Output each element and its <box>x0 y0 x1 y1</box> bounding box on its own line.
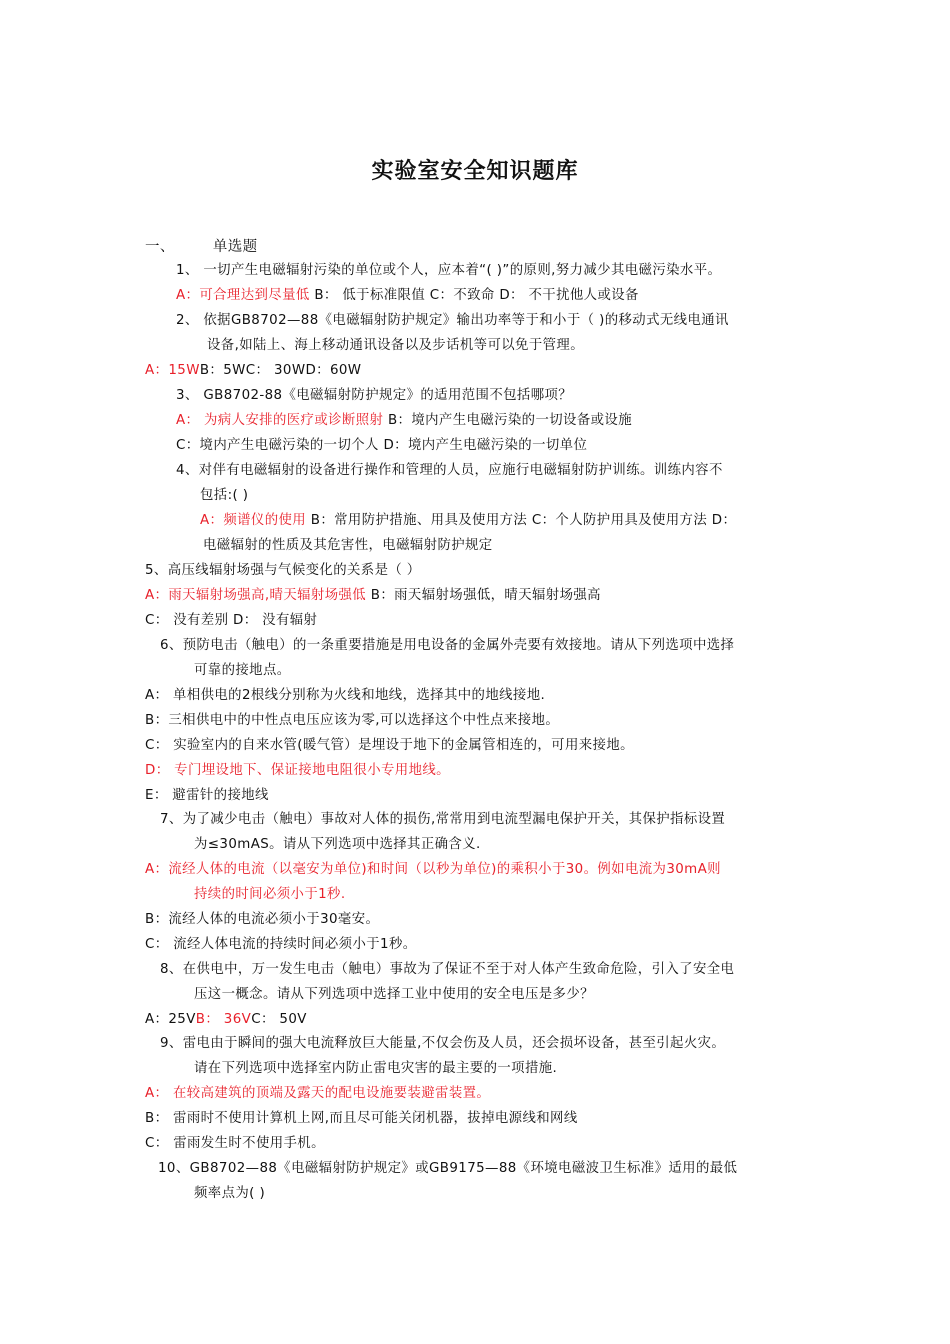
question-5-options-ab <box>145 587 601 605</box>
question-1-options <box>176 287 639 305</box>
question-7: 7、为了减少电击（触电）事故对人体的损伤,常常用到电流型漏电保护开关，其保护指标设置 <box>160 812 726 827</box>
question-9-cont: 请在下列选项中选择室内防止雷电灾害的最主要的一项措施. <box>194 1061 558 1076</box>
option-c: C： 50V <box>251 1012 307 1027</box>
question-8: 8、在供电中，万一发生电击（触电）事故为了保证不至于对人体产生致命危险，引入了安全电 <box>160 962 735 977</box>
question-6-option-a: A： 单相供电的2根线分别称为火线和地线，选择其中的地线接地. <box>145 688 546 703</box>
question-2: 2、 依据GB8702—88《电磁辐射防护规定》输出功率等于和小于（ )的移动式无线电通讯 <box>176 313 729 328</box>
question-9-option-b: B： 雷雨时不使用计算机上网,而且尽可能关闭机器，拔掉电源线和网线 <box>145 1111 578 1126</box>
question-7-option-a-correct: A：流经人体的电流（以毫安为单位)和时间（以秒为单位)的乘积小于30。例如电流为30mA则 <box>145 862 721 877</box>
question-6-option-d-correct: D： 专门埋设地下、保证接地电阻很小专用地线。 <box>145 763 450 778</box>
question-4-options-cont: 电磁辐射的性质及其危害性，电磁辐射防护规定 <box>203 538 493 553</box>
section-name: 单选题 <box>212 239 258 255</box>
other-options: B： 低于标准限值 C：不致命 D： 不干扰他人或设备 <box>309 288 639 303</box>
correct-answer: A： 为病人安排的医疗或诊断照射 <box>176 413 384 428</box>
question-4: 4、对伴有电磁辐射的设备进行操作和管理的人员，应施行电磁辐射防护训练。训练内容不 <box>176 463 723 478</box>
question-7-option-b: B：流经人体的电流必须小于30毫安。 <box>145 912 380 927</box>
question-8-cont: 压这一概念。请从下列选项中选择工业中使用的安全电压是多少？ <box>194 987 594 1002</box>
question-5: 5、高压线辐射场强与气候变化的关系是（ ） <box>145 563 421 578</box>
correct-answer: A：频谱仪的使用 <box>200 513 307 528</box>
question-9: 9、雷电由于瞬间的强大电流释放巨大能量,不仅会伤及人员，还会损坏设备，甚至引起火灾。 <box>160 1036 726 1051</box>
question-6-cont: 可靠的接地点。 <box>194 663 291 678</box>
question-3-options-cd: C：境内产生电磁污染的一切个人 D：境内产生电磁污染的一切单位 <box>176 438 588 453</box>
question-10-cont: 频率点为( ) <box>194 1186 266 1201</box>
question-4-cont: 包括:( ) <box>200 488 249 503</box>
question-2-cont: 设备,如陆上、海上移动通讯设备以及步话机等可以免于管理。 <box>207 338 585 353</box>
correct-answer: A：15W <box>145 363 200 378</box>
question-3: 3、 GB8702-88《电磁辐射防护规定》的适用范围不包括哪项？ <box>176 388 573 403</box>
question-7-option-c: C： 流经人体电流的持续时间必须小于1秒。 <box>145 937 417 952</box>
question-1: 1、 一切产生电磁辐射污染的单位或个人，应本着“( )”的原则,努力减少其电磁污染水平。 <box>176 263 722 278</box>
other-options: B：雨天辐射场强低，晴天辐射场强高 <box>366 588 601 603</box>
question-6-option-b: B：三相供电中的中性点电压应该为零,可以选择这个中性点来接地。 <box>145 713 560 728</box>
other-options: B：境内产生电磁污染的一切设备或设施 <box>383 413 632 428</box>
question-6: 6、预防电击（触电）的一条重要措施是用电设备的金属外壳要有效接地。请从下列选项中选择 <box>160 638 735 653</box>
section-heading <box>145 238 258 256</box>
question-10: 10、GB8702—88《电磁辐射防护规定》或GB9175—88《环境电磁波卫生标准》适用的最低 <box>158 1161 738 1176</box>
question-9-option-a-correct: A： 在较高建筑的顶端及露天的配电设施要装避雷装置。 <box>145 1086 491 1101</box>
question-7-cont: 为≤30mAS。请从下列选项中选择其正确含义. <box>194 837 481 852</box>
document-title: 实验室安全知识题库 <box>371 159 579 184</box>
correct-answer: B： 36V <box>195 1012 252 1027</box>
option-a: A：25V <box>145 1012 196 1027</box>
other-options: B：5WC： 30WD：60W <box>199 363 362 378</box>
correct-answer: A：雨天辐射场强高,晴天辐射场强低 <box>145 588 367 603</box>
question-4-options <box>200 512 736 530</box>
question-8-options <box>145 1011 307 1029</box>
question-2-options <box>145 362 361 380</box>
question-9-option-c: C： 雷雨发生时不使用手机。 <box>145 1136 325 1151</box>
section-number: 一、 <box>145 239 175 255</box>
question-6-option-e: E： 避雷针的接地线 <box>145 788 269 803</box>
other-options: B：常用防护措施、用具及使用方法 C：个人防护用具及使用方法 D： <box>306 513 737 528</box>
question-5-options-cd: C： 没有差别 D： 没有辐射 <box>145 613 318 628</box>
question-7-option-a-cont: 持续的时间必须小于1秒. <box>194 887 346 902</box>
correct-answer: A：可合理达到尽量低 <box>176 288 310 303</box>
question-6-option-c: C： 实验室内的自来水管(暖气管）是埋设于地下的金属管相连的，可用来接地。 <box>145 738 634 753</box>
question-3-options-ab <box>176 412 632 430</box>
